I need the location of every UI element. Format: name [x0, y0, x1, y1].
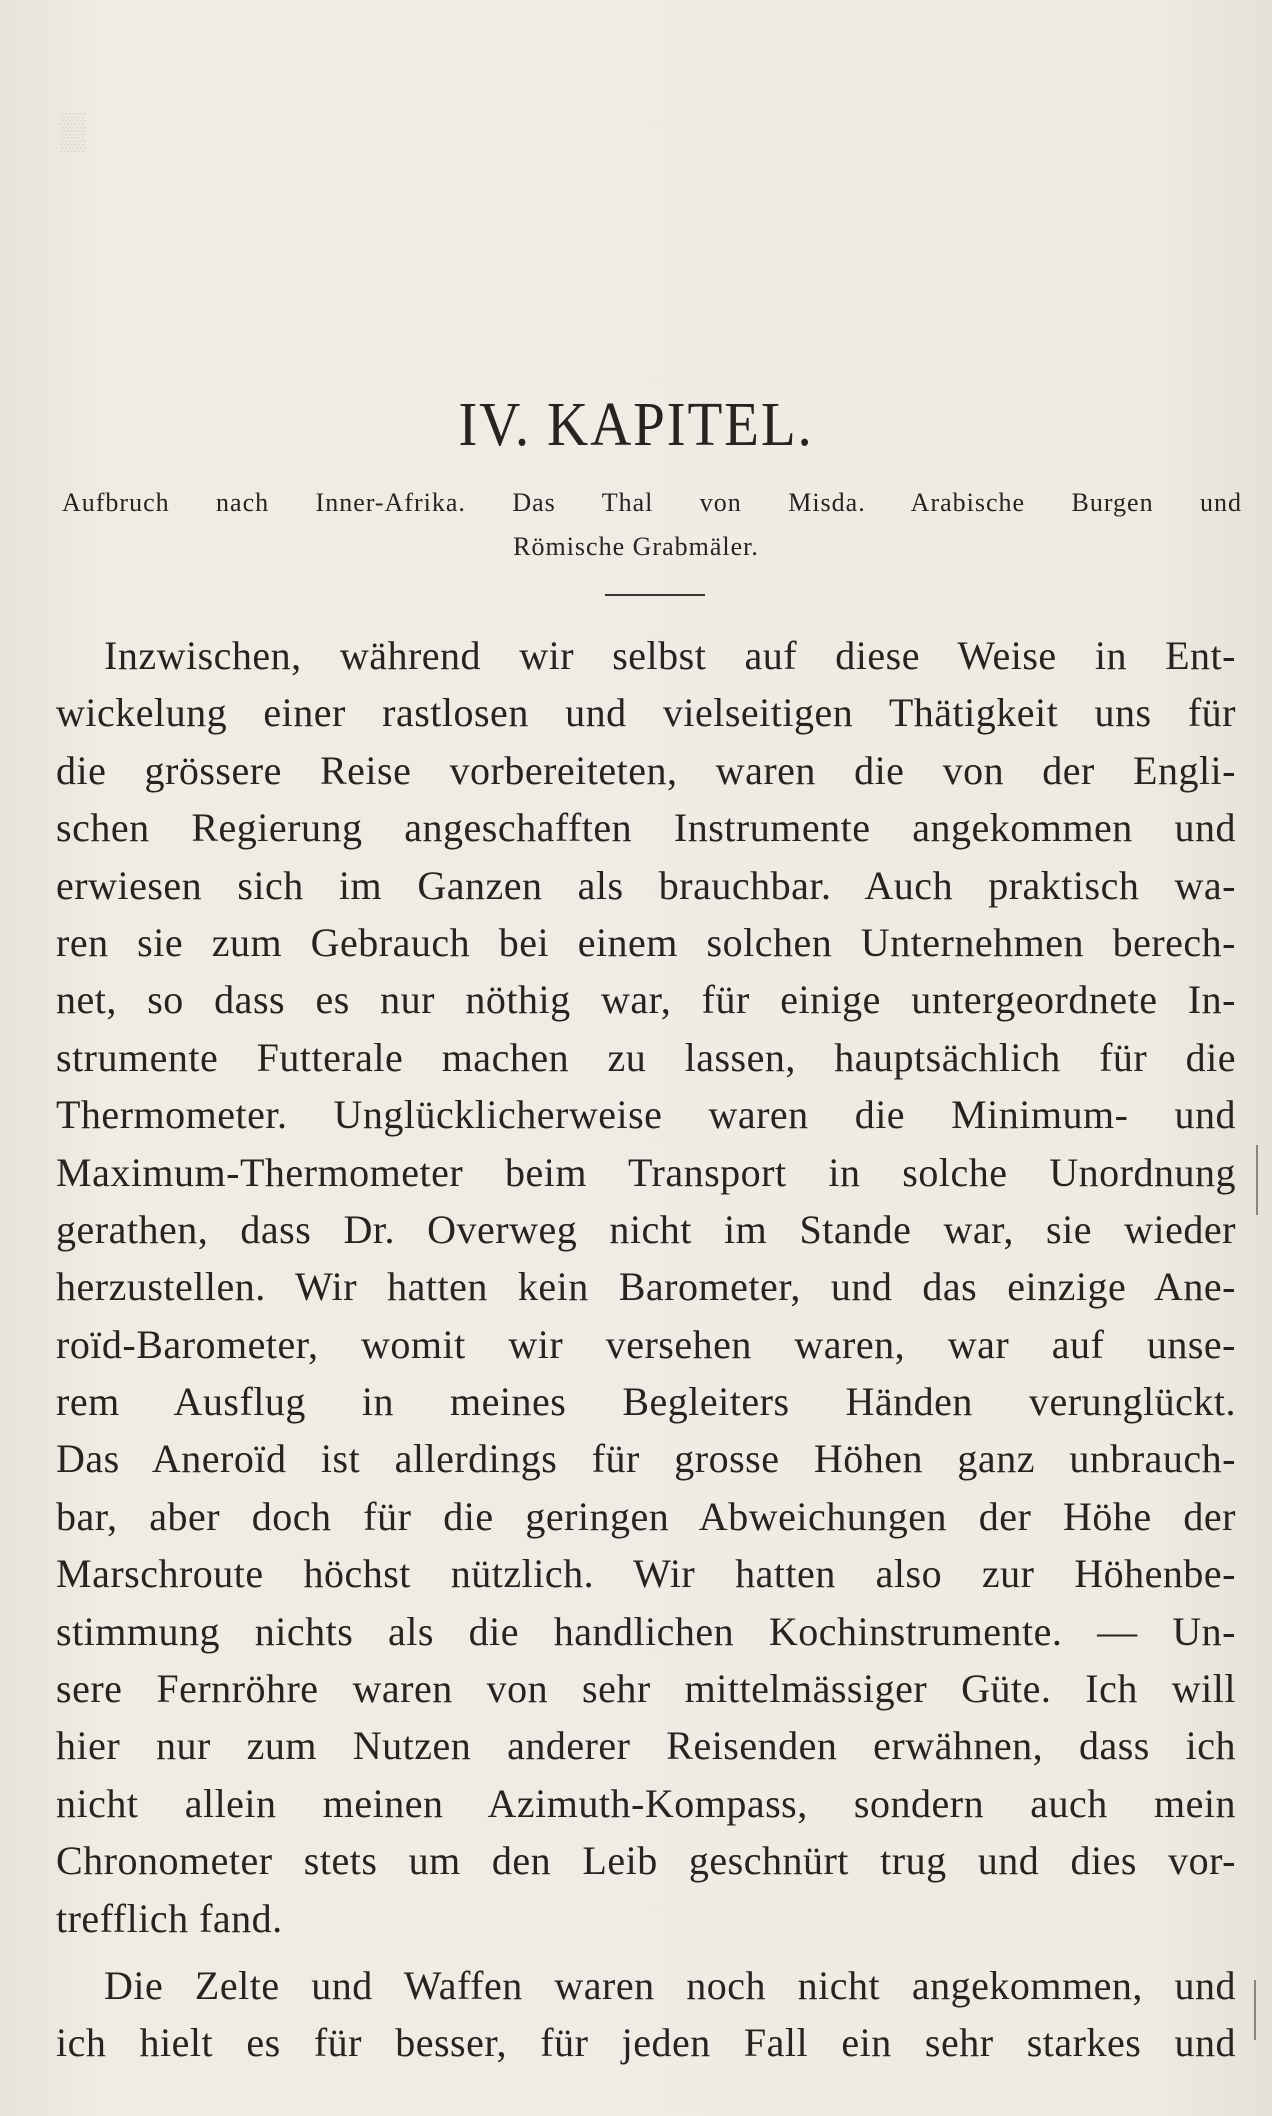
- text-line: nicht allein meinen Azimuth-Kompass, sondern auch mein: [56, 1780, 1236, 1826]
- text-line: Chronometer stets um den Leib geschnürt trug und dies vor-: [56, 1838, 1236, 1884]
- text-line: Maximum-Thermometer beim Transport in solche Unordnung: [56, 1149, 1236, 1195]
- chapter-subtitle-line-2: Römische Grabmäler.: [513, 532, 759, 561]
- text-line: rem Ausflug in meines Begleiters Händen verunglückt.: [56, 1379, 1236, 1425]
- text-line: ren sie zum Gebrauch bei einem solchen Unternehmen berech-: [56, 919, 1236, 965]
- text-line: ich hielt es für besser, für jeden Fall ein sehr starkes und: [56, 2020, 1236, 2066]
- text-line: hier nur zum Nutzen anderer Reisenden erwähnen, dass ich: [56, 1723, 1236, 1769]
- paragraph-gap: [56, 1947, 1236, 1957]
- text-line: wickelung einer rastlosen und vielseitigen Thätigkeit uns für: [56, 690, 1236, 736]
- text-line: Die Zelte und Waffen waren noch nicht angekommen, und: [104, 1962, 1236, 2008]
- text-line: die grössere Reise vorbereiteten, waren die von der Engli-: [56, 747, 1236, 793]
- margin-pencil-mark: [1256, 1145, 1258, 1215]
- text-line: erwiesen sich im Ganzen als brauchbar. Auch praktisch wa-: [56, 862, 1236, 908]
- text-line: bar, aber doch für die geringen Abweichungen der Höhe der: [56, 1493, 1236, 1539]
- text-line: net, so dass es nur nöthig war, für einige untergeordnete In-: [56, 977, 1236, 1023]
- text-line: schen Regierung angeschafften Instrumente angekommen und: [56, 805, 1236, 851]
- text-line: stimmung nichts als die handlichen Kochinstrumente. — Un-: [56, 1608, 1236, 1654]
- text-line: sere Fernröhre waren von sehr mittelmässiger Güte. Ich will: [56, 1666, 1236, 1712]
- bleed-through-text: ▒: [60, 111, 87, 151]
- text-line: Thermometer. Unglücklicherweise waren die Minimum- und: [56, 1092, 1236, 1138]
- chapter-title: IV. KAPITEL.: [458, 391, 814, 459]
- text-line: Das Aneroïd ist allerdings für grosse Höhen ganz unbrauch-: [56, 1436, 1236, 1482]
- text-line: trefflich fand.: [56, 1895, 283, 1941]
- text-line: gerathen, dass Dr. Overweg nicht im Stande war, sie wieder: [56, 1206, 1236, 1252]
- chapter-body: [56, 627, 1236, 2072]
- separator-rule: [605, 594, 705, 596]
- margin-pencil-mark: [1254, 1980, 1256, 2040]
- text-line: Inzwischen, während wir selbst auf diese Weise in Ent-: [104, 633, 1236, 678]
- text-line: Marschroute höchst nützlich. Wir hatten also zur Höhenbe-: [56, 1551, 1236, 1597]
- text-line: herzustellen. Wir hatten kein Barometer, und das einzige Ane-: [56, 1264, 1236, 1310]
- text-line: strumente Futterale machen zu lassen, hauptsächlich für die: [56, 1034, 1236, 1080]
- text-line: roïd-Barometer, womit wir versehen waren, war auf unse-: [56, 1321, 1236, 1367]
- chapter-subtitle-line-1: Aufbruch nach Inner-Afrika. Das Thal von Misda. Arabische Burgen und: [62, 488, 1242, 517]
